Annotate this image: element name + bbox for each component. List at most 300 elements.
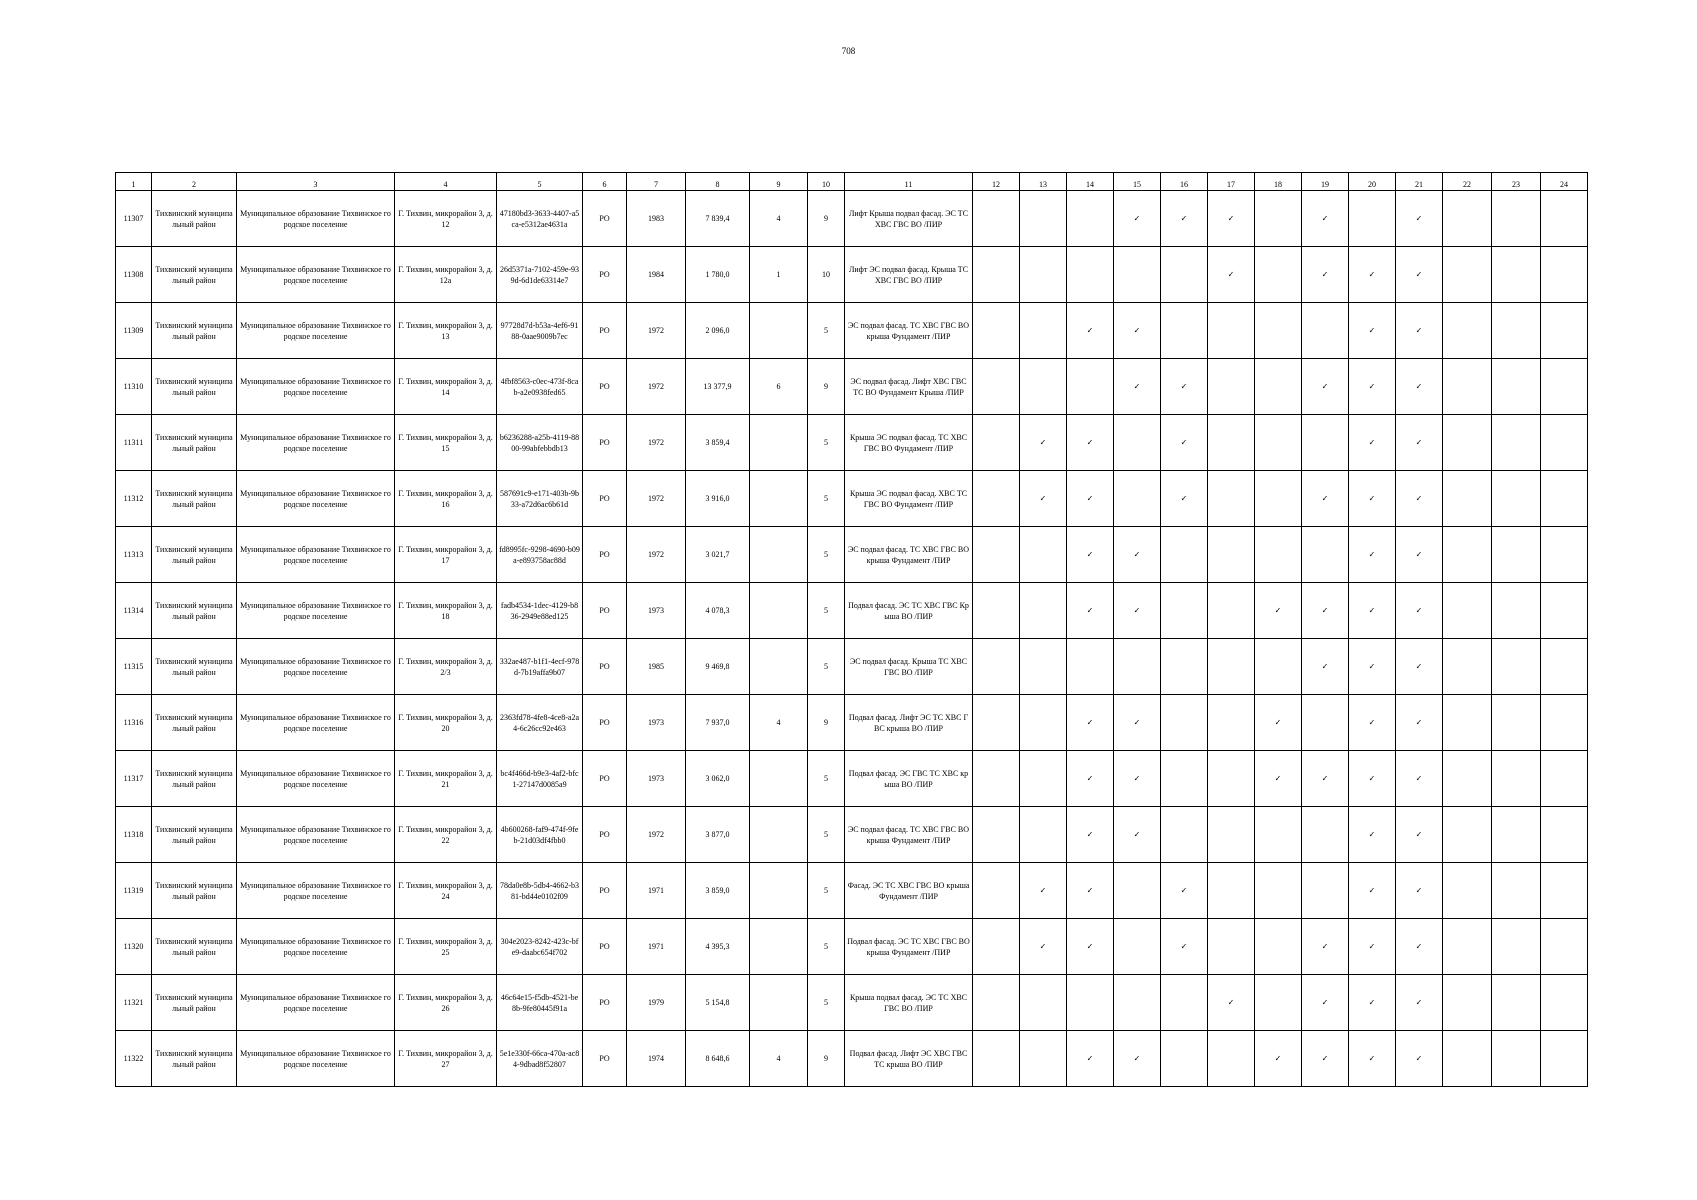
empty-cell [1161, 303, 1208, 359]
cell-municipality: Муниципальное образование Тихвинское городское поселение [237, 415, 395, 471]
empty-cell [1114, 471, 1161, 527]
cell-works: Подвал фасад. ЭС ТС ХВС ГВС ВО крыша Фундамент /ПИР [845, 919, 973, 975]
cell-municipality: Муниципальное образование Тихвинское городское поселение [237, 751, 395, 807]
cell-type: РО [583, 695, 627, 751]
cell-type: РО [583, 471, 627, 527]
cell-type: РО [583, 415, 627, 471]
cell-c10: 9 [808, 359, 845, 415]
check-mark-icon: ✓ [1208, 975, 1255, 1031]
empty-cell [1255, 919, 1302, 975]
cell-address: Г. Тихвин, микрорайон 3, д. 2/3 [395, 639, 497, 695]
cell-id: 11319 [116, 863, 152, 919]
table-row [116, 919, 1588, 975]
check-mark-icon: ✓ [1396, 807, 1443, 863]
empty-cell [1255, 975, 1302, 1031]
check-mark-icon: ✓ [1349, 863, 1396, 919]
empty-cell [1020, 527, 1067, 583]
empty-cell [1541, 583, 1588, 639]
cell-c9 [750, 975, 808, 1031]
check-mark-icon: ✓ [1302, 639, 1349, 695]
cell-c9 [750, 751, 808, 807]
cell-address: Г. Тихвин, микрорайон 3, д. 13 [395, 303, 497, 359]
cell-guid: 4b600268-faf9-474f-9feb-21d03df4fbb0 [497, 807, 583, 863]
cell-id: 11316 [116, 695, 152, 751]
check-mark-icon: ✓ [1349, 807, 1396, 863]
check-mark-icon: ✓ [1114, 1031, 1161, 1087]
empty-cell [1208, 919, 1255, 975]
cell-id: 11313 [116, 527, 152, 583]
cell-works: Крыша подвал фасад. ЭС ТС ХВС ГВС ВО /ПИР [845, 975, 973, 1031]
empty-cell [1443, 415, 1492, 471]
column-header-13: 13 [1020, 173, 1067, 191]
empty-cell [973, 303, 1020, 359]
cell-district: Тихвинский муниципальный район [152, 807, 237, 863]
check-mark-icon: ✓ [1161, 359, 1208, 415]
empty-cell [973, 415, 1020, 471]
empty-cell [1255, 303, 1302, 359]
check-mark-icon: ✓ [1349, 1031, 1396, 1087]
cell-c10: 5 [808, 807, 845, 863]
cell-guid: 47180bd3-3633-4407-a5ca-e5312ae4631a [497, 191, 583, 247]
empty-cell [1492, 863, 1541, 919]
cell-c9 [750, 415, 808, 471]
check-mark-icon: ✓ [1208, 247, 1255, 303]
check-mark-icon: ✓ [1020, 415, 1067, 471]
column-header-4: 4 [395, 173, 497, 191]
empty-cell [1208, 695, 1255, 751]
empty-cell [1541, 415, 1588, 471]
cell-c9: 6 [750, 359, 808, 415]
empty-cell [1161, 1031, 1208, 1087]
cell-district: Тихвинский муниципальный район [152, 191, 237, 247]
empty-cell [1349, 191, 1396, 247]
cell-type: РО [583, 807, 627, 863]
empty-cell [1541, 1031, 1588, 1087]
cell-address: Г. Тихвин, микрорайон 3, д. 14 [395, 359, 497, 415]
empty-cell [1541, 247, 1588, 303]
cell-guid: 332ae487-b1f1-4ecf-978d-7b19affa9b07 [497, 639, 583, 695]
empty-cell [1302, 695, 1349, 751]
cell-c10: 5 [808, 751, 845, 807]
cell-address: Г. Тихвин, микрорайон 3, д. 26 [395, 975, 497, 1031]
empty-cell [1255, 807, 1302, 863]
cell-address: Г. Тихвин, микрорайон 3, д. 27 [395, 1031, 497, 1087]
check-mark-icon: ✓ [1161, 415, 1208, 471]
cell-c9 [750, 303, 808, 359]
cell-id: 11317 [116, 751, 152, 807]
empty-cell [1161, 247, 1208, 303]
cell-year: 1974 [627, 1031, 686, 1087]
cell-address: Г. Тихвин, микрорайон 3, д. 24 [395, 863, 497, 919]
table-row [116, 695, 1588, 751]
empty-cell [973, 751, 1020, 807]
column-header-8: 8 [686, 173, 750, 191]
empty-cell [1161, 807, 1208, 863]
cell-municipality: Муниципальное образование Тихвинское городское поселение [237, 1031, 395, 1087]
cell-district: Тихвинский муниципальный район [152, 695, 237, 751]
empty-cell [1161, 695, 1208, 751]
cell-area: 2 096,0 [686, 303, 750, 359]
cell-year: 1983 [627, 191, 686, 247]
empty-cell [1114, 639, 1161, 695]
cell-year: 1972 [627, 527, 686, 583]
check-mark-icon: ✓ [1255, 695, 1302, 751]
empty-cell [973, 695, 1020, 751]
cell-c10: 5 [808, 527, 845, 583]
cell-guid: 97728d7d-b53a-4ef6-9188-0aae9009b7ec [497, 303, 583, 359]
check-mark-icon: ✓ [1349, 639, 1396, 695]
register-table [115, 172, 1588, 1087]
cell-district: Тихвинский муниципальный район [152, 471, 237, 527]
cell-c10: 5 [808, 303, 845, 359]
empty-cell [1492, 639, 1541, 695]
table-row [116, 807, 1588, 863]
check-mark-icon: ✓ [1396, 359, 1443, 415]
cell-area: 3 877,0 [686, 807, 750, 863]
cell-type: РО [583, 639, 627, 695]
cell-id: 11309 [116, 303, 152, 359]
empty-cell [1208, 359, 1255, 415]
empty-cell [1020, 583, 1067, 639]
cell-year: 1979 [627, 975, 686, 1031]
check-mark-icon: ✓ [1349, 695, 1396, 751]
check-mark-icon: ✓ [1396, 303, 1443, 359]
cell-id: 11320 [116, 919, 152, 975]
empty-cell [1492, 695, 1541, 751]
empty-cell [1541, 359, 1588, 415]
cell-guid: 46c64e15-f5db-4521-be8b-9fe80445f91a [497, 975, 583, 1031]
empty-cell [1541, 751, 1588, 807]
table-row [116, 303, 1588, 359]
empty-cell [1443, 247, 1492, 303]
cell-c9 [750, 863, 808, 919]
cell-municipality: Муниципальное образование Тихвинское городское поселение [237, 807, 395, 863]
cell-year: 1984 [627, 247, 686, 303]
table-row [116, 191, 1588, 247]
check-mark-icon: ✓ [1067, 527, 1114, 583]
check-mark-icon: ✓ [1114, 527, 1161, 583]
cell-works: Подвал фасад. ЭС ГВС ТС ХВС крыша ВО /ПИР [845, 751, 973, 807]
cell-year: 1973 [627, 583, 686, 639]
cell-c10: 5 [808, 975, 845, 1031]
cell-c10: 5 [808, 919, 845, 975]
cell-c9 [750, 471, 808, 527]
empty-cell [1208, 639, 1255, 695]
empty-cell [1208, 471, 1255, 527]
empty-cell [973, 359, 1020, 415]
empty-cell [1541, 527, 1588, 583]
column-header-5: 5 [497, 173, 583, 191]
empty-cell [1302, 527, 1349, 583]
check-mark-icon: ✓ [1114, 583, 1161, 639]
empty-cell [1492, 359, 1541, 415]
empty-cell [1302, 303, 1349, 359]
check-mark-icon: ✓ [1396, 527, 1443, 583]
cell-id: 11312 [116, 471, 152, 527]
empty-cell [1255, 639, 1302, 695]
check-mark-icon: ✓ [1067, 303, 1114, 359]
cell-area: 9 469,8 [686, 639, 750, 695]
empty-cell [1255, 247, 1302, 303]
check-mark-icon: ✓ [1396, 583, 1443, 639]
cell-year: 1972 [627, 807, 686, 863]
check-mark-icon: ✓ [1067, 471, 1114, 527]
cell-year: 1972 [627, 359, 686, 415]
empty-cell [1255, 863, 1302, 919]
empty-cell [1208, 415, 1255, 471]
column-header-15: 15 [1114, 173, 1161, 191]
check-mark-icon: ✓ [1302, 471, 1349, 527]
check-mark-icon: ✓ [1396, 471, 1443, 527]
cell-guid: bc4f466d-b9e3-4af2-bfc1-27147d0085a9 [497, 751, 583, 807]
table-row [116, 527, 1588, 583]
empty-cell [1067, 359, 1114, 415]
empty-cell [1020, 695, 1067, 751]
cell-guid: 4fbf8563-c0ec-473f-8cab-a2e0938fed65 [497, 359, 583, 415]
empty-cell [1492, 303, 1541, 359]
cell-works: Подвал фасад. ЭС ТС ХВС ГВС Крыша ВО /ПИР [845, 583, 973, 639]
empty-cell [1492, 919, 1541, 975]
check-mark-icon: ✓ [1396, 695, 1443, 751]
empty-cell [1541, 471, 1588, 527]
column-header-22: 22 [1443, 173, 1492, 191]
cell-id: 11311 [116, 415, 152, 471]
cell-type: РО [583, 527, 627, 583]
check-mark-icon: ✓ [1114, 751, 1161, 807]
cell-works: Фасад. ЭС ТС ХВС ГВС ВО крыша Фундамент /ПИР [845, 863, 973, 919]
check-mark-icon: ✓ [1302, 191, 1349, 247]
check-mark-icon: ✓ [1349, 359, 1396, 415]
empty-cell [973, 639, 1020, 695]
column-header-24: 24 [1541, 173, 1588, 191]
empty-cell [1492, 975, 1541, 1031]
cell-municipality: Муниципальное образование Тихвинское городское поселение [237, 247, 395, 303]
empty-cell [1541, 975, 1588, 1031]
cell-municipality: Муниципальное образование Тихвинское городское поселение [237, 191, 395, 247]
empty-cell [1067, 191, 1114, 247]
cell-works: Подвал фасад. Лифт ЭС ХВС ГВС ТС крыша ВО /ПИР [845, 1031, 973, 1087]
cell-c9: 1 [750, 247, 808, 303]
cell-works: Крыша ЭС подвал фасад. ХВС ТС ГВС ВО Фундамент /ПИР [845, 471, 973, 527]
cell-c9 [750, 527, 808, 583]
check-mark-icon: ✓ [1396, 415, 1443, 471]
column-header-3: 3 [237, 173, 395, 191]
cell-c10: 5 [808, 583, 845, 639]
cell-type: РО [583, 1031, 627, 1087]
table-row [116, 1031, 1588, 1087]
empty-cell [1443, 471, 1492, 527]
empty-cell [1208, 751, 1255, 807]
cell-c10: 5 [808, 471, 845, 527]
check-mark-icon: ✓ [1161, 471, 1208, 527]
check-mark-icon: ✓ [1067, 415, 1114, 471]
cell-c10: 5 [808, 863, 845, 919]
cell-municipality: Муниципальное образование Тихвинское городское поселение [237, 527, 395, 583]
cell-district: Тихвинский муниципальный район [152, 863, 237, 919]
empty-cell [1067, 639, 1114, 695]
check-mark-icon: ✓ [1349, 303, 1396, 359]
cell-area: 4 078,3 [686, 583, 750, 639]
empty-cell [973, 975, 1020, 1031]
empty-cell [1492, 191, 1541, 247]
empty-cell [973, 527, 1020, 583]
empty-cell [1492, 751, 1541, 807]
check-mark-icon: ✓ [1396, 1031, 1443, 1087]
cell-type: РО [583, 303, 627, 359]
check-mark-icon: ✓ [1302, 975, 1349, 1031]
empty-cell [1443, 359, 1492, 415]
check-mark-icon: ✓ [1396, 863, 1443, 919]
check-mark-icon: ✓ [1349, 415, 1396, 471]
cell-works: ЭС подвал фасад. ТС ХВС ГВС ВО крыша Фундамент /ПИР [845, 807, 973, 863]
empty-cell [1492, 583, 1541, 639]
empty-cell [1443, 303, 1492, 359]
empty-cell [1443, 863, 1492, 919]
cell-area: 3 859,0 [686, 863, 750, 919]
check-mark-icon: ✓ [1067, 863, 1114, 919]
cell-year: 1973 [627, 751, 686, 807]
cell-works: Крыша ЭС подвал фасад. ТС ХВС ГВС ВО Фундамент /ПИР [845, 415, 973, 471]
empty-cell [1443, 751, 1492, 807]
header-row [116, 173, 1588, 191]
empty-cell [1208, 527, 1255, 583]
cell-area: 5 154,8 [686, 975, 750, 1031]
column-header-7: 7 [627, 173, 686, 191]
cell-area: 3 021,7 [686, 527, 750, 583]
empty-cell [1443, 639, 1492, 695]
empty-cell [1208, 863, 1255, 919]
cell-municipality: Муниципальное образование Тихвинское городское поселение [237, 359, 395, 415]
cell-id: 11310 [116, 359, 152, 415]
empty-cell [1541, 863, 1588, 919]
cell-district: Тихвинский муниципальный район [152, 247, 237, 303]
check-mark-icon: ✓ [1161, 191, 1208, 247]
cell-id: 11318 [116, 807, 152, 863]
table-row [116, 639, 1588, 695]
cell-year: 1985 [627, 639, 686, 695]
empty-cell [1020, 359, 1067, 415]
empty-cell [1161, 583, 1208, 639]
cell-guid: 78da0e8b-5db4-4662-b381-bd44e0102f09 [497, 863, 583, 919]
check-mark-icon: ✓ [1161, 863, 1208, 919]
cell-year: 1971 [627, 919, 686, 975]
cell-address: Г. Тихвин, микрорайон 3, д. 12 [395, 191, 497, 247]
empty-cell [1255, 415, 1302, 471]
column-header-16: 16 [1161, 173, 1208, 191]
cell-district: Тихвинский муниципальный район [152, 527, 237, 583]
cell-id: 11322 [116, 1031, 152, 1087]
table-row [116, 863, 1588, 919]
empty-cell [1492, 807, 1541, 863]
cell-c10: 9 [808, 695, 845, 751]
cell-district: Тихвинский муниципальный район [152, 359, 237, 415]
empty-cell [1255, 359, 1302, 415]
empty-cell [1492, 247, 1541, 303]
column-header-9: 9 [750, 173, 808, 191]
column-header-17: 17 [1208, 173, 1255, 191]
check-mark-icon: ✓ [1067, 919, 1114, 975]
cell-c10: 10 [808, 247, 845, 303]
cell-type: РО [583, 359, 627, 415]
cell-c10: 5 [808, 639, 845, 695]
empty-cell [1255, 191, 1302, 247]
cell-address: Г. Тихвин, микрорайон 3, д. 12а [395, 247, 497, 303]
cell-municipality: Муниципальное образование Тихвинское городское поселение [237, 303, 395, 359]
empty-cell [1255, 471, 1302, 527]
check-mark-icon: ✓ [1396, 191, 1443, 247]
check-mark-icon: ✓ [1114, 807, 1161, 863]
column-header-6: 6 [583, 173, 627, 191]
check-mark-icon: ✓ [1396, 751, 1443, 807]
empty-cell [973, 863, 1020, 919]
cell-guid: 304e2023-8242-423c-bfe9-daabc654f702 [497, 919, 583, 975]
table-row [116, 247, 1588, 303]
empty-cell [1114, 863, 1161, 919]
empty-cell [1443, 527, 1492, 583]
cell-address: Г. Тихвин, микрорайон 3, д. 18 [395, 583, 497, 639]
column-header-11: 11 [845, 173, 973, 191]
cell-c10: 5 [808, 415, 845, 471]
check-mark-icon: ✓ [1302, 359, 1349, 415]
cell-address: Г. Тихвин, микрорайон 3, д. 15 [395, 415, 497, 471]
empty-cell [973, 191, 1020, 247]
check-mark-icon: ✓ [1067, 751, 1114, 807]
check-mark-icon: ✓ [1302, 751, 1349, 807]
empty-cell [1443, 975, 1492, 1031]
cell-id: 11307 [116, 191, 152, 247]
column-header-23: 23 [1492, 173, 1541, 191]
cell-year: 1972 [627, 303, 686, 359]
cell-c9: 4 [750, 191, 808, 247]
column-header-21: 21 [1396, 173, 1443, 191]
column-header-20: 20 [1349, 173, 1396, 191]
check-mark-icon: ✓ [1396, 975, 1443, 1031]
empty-cell [1492, 415, 1541, 471]
check-mark-icon: ✓ [1208, 191, 1255, 247]
check-mark-icon: ✓ [1302, 247, 1349, 303]
cell-guid: b6236288-a25b-4119-8800-99abfebbdb13 [497, 415, 583, 471]
empty-cell [1067, 247, 1114, 303]
column-header-14: 14 [1067, 173, 1114, 191]
cell-area: 3 859,4 [686, 415, 750, 471]
empty-cell [1302, 863, 1349, 919]
empty-cell [1492, 1031, 1541, 1087]
empty-cell [1161, 751, 1208, 807]
check-mark-icon: ✓ [1114, 303, 1161, 359]
empty-cell [1208, 807, 1255, 863]
cell-works: Лифт ЭС подвал фасад. Крыша ТС ХВС ГВС ВО /ПИР [845, 247, 973, 303]
empty-cell [1020, 975, 1067, 1031]
check-mark-icon: ✓ [1349, 583, 1396, 639]
cell-district: Тихвинский муниципальный район [152, 639, 237, 695]
empty-cell [1302, 807, 1349, 863]
cell-type: РО [583, 751, 627, 807]
empty-cell [1114, 415, 1161, 471]
empty-cell [1161, 527, 1208, 583]
cell-year: 1971 [627, 863, 686, 919]
empty-cell [973, 471, 1020, 527]
check-mark-icon: ✓ [1255, 1031, 1302, 1087]
column-header-12: 12 [973, 173, 1020, 191]
cell-district: Тихвинский муниципальный район [152, 751, 237, 807]
cell-area: 7 937,0 [686, 695, 750, 751]
check-mark-icon: ✓ [1349, 471, 1396, 527]
cell-municipality: Муниципальное образование Тихвинское городское поселение [237, 975, 395, 1031]
cell-municipality: Муниципальное образование Тихвинское городское поселение [237, 863, 395, 919]
empty-cell [1020, 1031, 1067, 1087]
check-mark-icon: ✓ [1114, 695, 1161, 751]
check-mark-icon: ✓ [1396, 919, 1443, 975]
